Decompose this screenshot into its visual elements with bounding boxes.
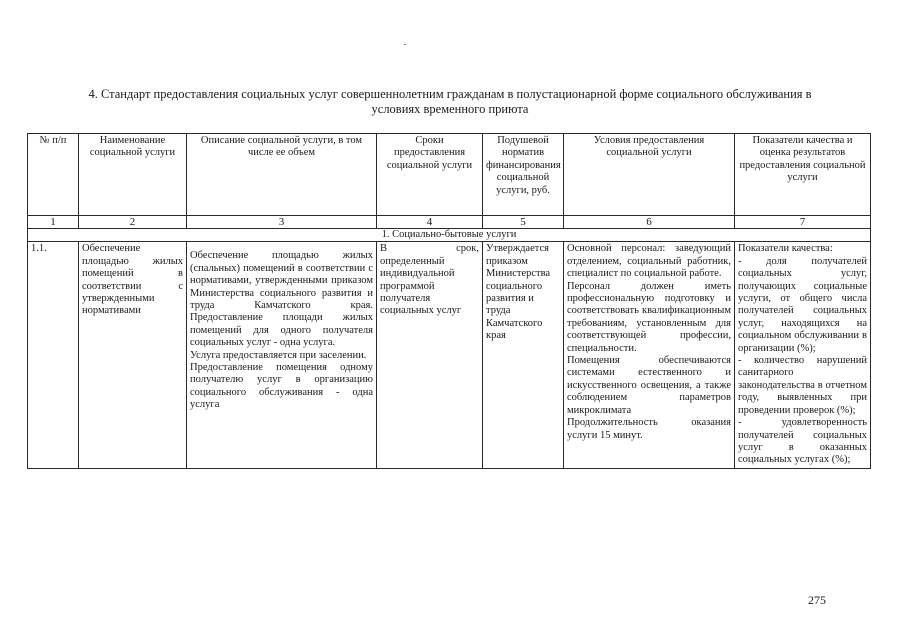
column-number: 2	[79, 216, 187, 229]
indicator-item: - удовлетворенность получателей социальных услуг в оказанных социальных услугах (%);	[738, 417, 867, 466]
row-funding-norm: Утверждается приказом Министерства социального развития и труда Камчатского края	[483, 242, 564, 468]
conditions-paragraph: Продолжительность оказания услуги 15 минут.	[567, 417, 731, 441]
description-paragraph: Предоставление помещения одному получателю услуг в организацию социального обслуживания - одна услуга	[190, 362, 373, 411]
header-terms: Сроки предоставления социальной услуги	[377, 134, 483, 216]
indicators-heading: Показатели качества:	[738, 243, 833, 255]
column-number: 7	[735, 216, 871, 229]
table-row	[28, 242, 871, 468]
row-conditions	[564, 242, 735, 468]
description-paragraph: Услуга предоставляется при заселении.	[190, 349, 367, 361]
document-title	[60, 87, 840, 117]
indicator-item: - количество нарушений санитарного законодательства в отчетном году, выявленных при проведении проверок (%);	[738, 355, 867, 416]
row-quality-indicators	[735, 242, 871, 468]
column-number: 6	[564, 216, 735, 229]
row-service-name: Обеспечение площадью жилых помещений в соответствии с утвержденными нормативами	[79, 242, 187, 468]
section-row	[28, 229, 871, 242]
header-quality-indicators: Показатели качества и оценка результатов предоставления социальной услуги	[735, 134, 871, 216]
header-conditions: Условия предоставления социальной услуги	[564, 134, 735, 216]
header-description: Описание социальной услуги, в том числе ее объем	[187, 134, 377, 216]
conditions-paragraph: Персонал должен иметь профессиональную подготовку и соответствовать квалификационным требованиям, установленным для соответствующей профессии, специальности.	[567, 280, 731, 354]
row-number: 1.1.	[28, 242, 79, 468]
scan-speck	[404, 44, 406, 45]
header-number: № п/п	[28, 134, 79, 216]
column-number: 5	[483, 216, 564, 229]
row-terms: В срок, определенный индивидуальной программой получателя социальных услуг	[377, 242, 483, 468]
header-funding-norm: Подушевой норматив финансирования социальной услуги, руб.	[483, 134, 564, 216]
header-row	[28, 134, 871, 216]
indicator-item: - доля получателей социальных услуг, получающих социальные услуги, от общего числа получателей социальных услуг, находящихся на социальном обслуживании в организации (%);	[738, 255, 867, 354]
page-number: 275	[808, 593, 826, 607]
column-number: 3	[187, 216, 377, 229]
column-number-row	[28, 216, 871, 229]
header-service-name: Наименование социальной услуги	[79, 134, 187, 216]
title-line-2: условиях временного приюта	[371, 102, 529, 116]
title-line-1: 4. Стандарт предоставления социальных услуг совершеннолетним гражданам в полустационарной форме социального обслуживания в	[88, 87, 812, 101]
conditions-paragraph: Основной персонал: заведующий отделением, социальный работник, специалист по социальной работе.	[567, 243, 731, 280]
section-title: 1. Социально-бытовые услуги	[28, 229, 871, 242]
column-number: 1	[28, 216, 79, 229]
description-paragraph: Обеспечение площадью жилых (спальных) помещений в соответствии с нормативами, утвержденными приказом Министерства социального развития и труда Камчатского края. Предоставление площади жилых помещений для одного получателя социальных услуг - одна услуга.	[190, 250, 373, 349]
column-number: 4	[377, 216, 483, 229]
conditions-paragraph: Помещения обеспечиваются системами естественного и искусственного освещения, а также соблюдением параметров микроклимата	[567, 355, 731, 416]
standard-table	[27, 133, 871, 469]
row-description	[187, 242, 377, 468]
